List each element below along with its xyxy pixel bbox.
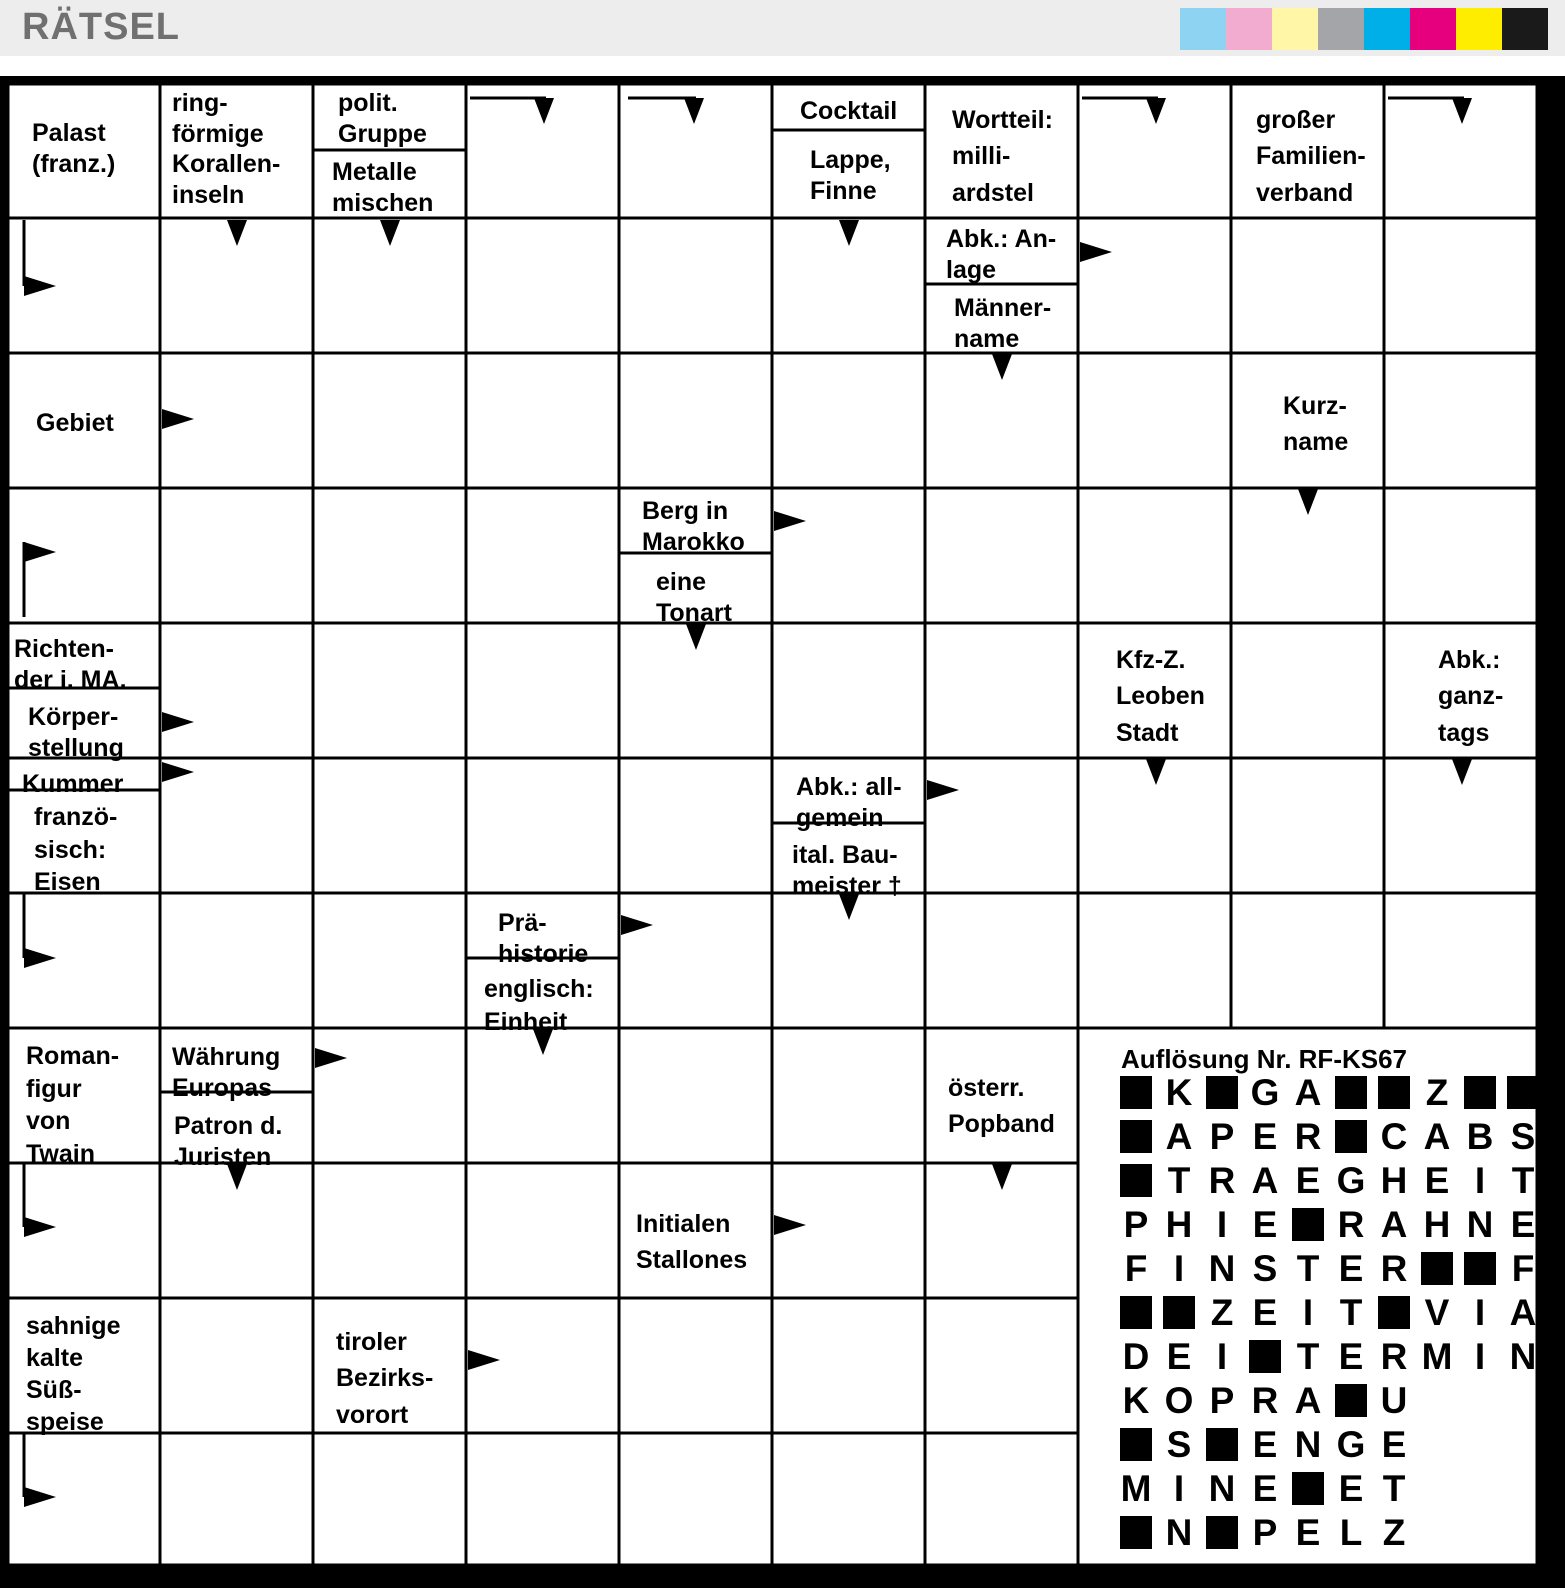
solution-letter: A: [1423, 1116, 1451, 1157]
solution-letter: E: [1338, 1248, 1364, 1289]
solution-black-cell: [1462, 1249, 1498, 1289]
clue-praehistorie: Prä- historie: [498, 909, 589, 968]
clue-atolle: ring- förmige Korallen- inseln: [172, 89, 281, 209]
solution-black-cell: [1118, 1073, 1154, 1113]
solution-letter: E: [1252, 1292, 1278, 1333]
solution-letter: P: [1252, 1512, 1278, 1553]
solution-letter: Z: [1382, 1512, 1406, 1553]
solution-letter: H: [1165, 1204, 1193, 1245]
solution-letter: E: [1166, 1336, 1192, 1377]
clue-baumeister: ital. Bau- meister †: [792, 841, 902, 900]
solution-letter: R: [1294, 1116, 1322, 1157]
clue-abk-anlage: Abk.: An- lage: [946, 225, 1057, 284]
solution-letter: L: [1339, 1512, 1363, 1553]
solution-letter: A: [1251, 1160, 1279, 1201]
solution-black-cell: [1505, 1073, 1541, 1113]
solution-letter: I: [1216, 1336, 1228, 1377]
puzzle-code: RF-KS68: [826, 1563, 881, 1578]
clue-wortteil: Wortteil: milli- ardstel: [952, 106, 1053, 207]
solution-letter: B: [1466, 1116, 1494, 1157]
solution-black-cell: [1419, 1249, 1455, 1289]
color-calibration-bar: [1180, 8, 1548, 50]
solution-black-cell: [1118, 1425, 1154, 1465]
clue-initialen: Initialen Stallones: [636, 1210, 748, 1275]
clue-tonart: eine Tonart: [656, 568, 732, 627]
solution-letter: P: [1123, 1204, 1149, 1245]
clue-kummer: Kummer: [22, 770, 124, 798]
color-swatch: [1272, 8, 1318, 50]
solution-black-cell: [1118, 1161, 1154, 1201]
solution-letter: E: [1381, 1424, 1407, 1465]
solution-letter: N: [1208, 1248, 1236, 1289]
solution-letter: T: [1296, 1336, 1320, 1377]
solution-letter: T: [1339, 1292, 1363, 1333]
solution-panel: [1096, 1040, 1552, 1560]
solution-letter: A: [1509, 1292, 1537, 1333]
solution-letter: K: [1165, 1072, 1193, 1113]
solution-letter: E: [1252, 1468, 1278, 1509]
solution-letter: N: [1165, 1512, 1193, 1553]
solution-black-cell: [1376, 1293, 1412, 1333]
solution-letter: N: [1509, 1336, 1537, 1377]
solution-black-cell: [1118, 1117, 1154, 1157]
solution-title: Auflösung Nr. RF-KS67: [1121, 1044, 1408, 1074]
solution-black-cell: [1333, 1381, 1369, 1421]
solution-letter: O: [1164, 1380, 1194, 1421]
clue-suessspeise: sahnige kalte Süß- speise: [26, 1312, 121, 1436]
solution-letter: R: [1251, 1380, 1279, 1421]
clue-einheit: englisch: Einheit: [484, 975, 594, 1036]
solution-black-cell: [1161, 1293, 1197, 1333]
color-swatch: [1180, 8, 1226, 50]
color-swatch: [1410, 8, 1456, 50]
solution-black-cell: [1333, 1117, 1369, 1157]
clue-waehrung: Währung Europas: [172, 1043, 281, 1102]
solution-letter: R: [1380, 1248, 1408, 1289]
solution-letter: K: [1122, 1380, 1150, 1421]
solution-letter: G: [1336, 1160, 1366, 1201]
clue-kfz-leoben: Kfz-Z. Leoben Stadt: [1116, 646, 1205, 747]
page-title: RÄTSEL: [22, 6, 180, 48]
solution-letter: D: [1122, 1336, 1150, 1377]
solution-letter: A: [1165, 1116, 1193, 1157]
solution-letter: P: [1209, 1380, 1235, 1421]
solution-letter: H: [1423, 1204, 1451, 1245]
solution-letter: S: [1510, 1116, 1536, 1157]
page-header: [0, 0, 1565, 56]
solution-letter: I: [1474, 1292, 1486, 1333]
color-swatch: [1502, 8, 1548, 50]
solution-black-cell: [1118, 1513, 1154, 1553]
solution-letter: G: [1336, 1424, 1366, 1465]
color-swatch: [1226, 8, 1272, 50]
solution-black-cell: [1204, 1513, 1240, 1553]
solution-letter: E: [1252, 1116, 1278, 1157]
solution-black-cell: [1462, 1073, 1498, 1113]
solution-letter: E: [1295, 1160, 1321, 1201]
clue-bezirksvorort: tiroler Bezirks- vorort: [336, 1328, 434, 1429]
solution-letter: R: [1380, 1336, 1408, 1377]
solution-letter: I: [1302, 1292, 1314, 1333]
solution-letter: S: [1252, 1248, 1278, 1289]
solution-letter: E: [1295, 1512, 1321, 1553]
clue-maennername: Männer- name: [954, 294, 1052, 353]
solution-letter: F: [1124, 1248, 1148, 1289]
clue-eisen: franzö- sisch: Eisen: [34, 803, 118, 896]
clue-lappe-finne: Lappe, Finne: [810, 146, 891, 205]
clue-gebiet: Gebiet: [36, 409, 114, 437]
clue-popband: österr. Popband: [948, 1074, 1055, 1139]
solution-letter: M: [1120, 1468, 1152, 1509]
solution-letter: R: [1208, 1160, 1236, 1201]
clue-polit-gruppe: polit. Gruppe: [338, 89, 427, 148]
solution-black-cell: [1290, 1469, 1326, 1509]
clue-koerperstellung: Körper- stellung: [28, 703, 124, 762]
solution-black-cell: [1290, 1205, 1326, 1245]
solution-letter: R: [1337, 1204, 1365, 1245]
solution-letter: T: [1296, 1248, 1320, 1289]
solution-letter: F: [1511, 1248, 1535, 1289]
color-swatch: [1456, 8, 1502, 50]
solution-letter: P: [1209, 1116, 1235, 1157]
solution-letter: A: [1294, 1072, 1322, 1113]
solution-letter: E: [1338, 1336, 1364, 1377]
solution-letter: E: [1252, 1424, 1278, 1465]
solution-letter: E: [1510, 1204, 1536, 1245]
clue-berg-marokko: Berg in Marokko: [642, 497, 745, 556]
solution-black-cell: [1204, 1073, 1240, 1113]
solution-black-cell: [1118, 1293, 1154, 1333]
solution-letter: V: [1424, 1292, 1450, 1333]
solution-letter: Z: [1210, 1292, 1234, 1333]
solution-letter: E: [1424, 1160, 1450, 1201]
clue-familienverband: großer Familien- verband: [1256, 106, 1366, 207]
solution-letter: I: [1216, 1204, 1228, 1245]
solution-black-cell: [1247, 1337, 1283, 1377]
solution-black-cell: [1376, 1073, 1412, 1113]
solution-letter: N: [1294, 1424, 1322, 1465]
clue-allgemein: Abk.: all- gemein: [796, 773, 902, 832]
solution-letter: I: [1173, 1468, 1185, 1509]
solution-letter: N: [1208, 1468, 1236, 1509]
solution-black-cell: [1204, 1425, 1240, 1465]
solution-letter: I: [1173, 1248, 1185, 1289]
clue-ganztags: Abk.: ganz- tags: [1438, 646, 1504, 747]
clue-metalle-mischen: Metalle mischen: [332, 158, 434, 217]
solution-letter: T: [1511, 1160, 1535, 1201]
clue-patron: Patron d. Juristen: [174, 1112, 283, 1171]
solution-letter: H: [1380, 1160, 1408, 1201]
solution-letter: Z: [1425, 1072, 1449, 1113]
solution-letter: T: [1167, 1160, 1191, 1201]
solution-letter: N: [1466, 1204, 1494, 1245]
color-swatch: [1318, 8, 1364, 50]
solution-letter: S: [1166, 1424, 1192, 1465]
clue-romanfigur: Roman- figur von Twain: [26, 1042, 120, 1168]
solution-letter: U: [1380, 1380, 1408, 1421]
clue-richtender: Richten- der i. MA.: [14, 635, 127, 694]
solution-letter: E: [1252, 1204, 1278, 1245]
solution-letter: T: [1382, 1468, 1406, 1509]
solution-letter: A: [1294, 1380, 1322, 1421]
solution-black-cell: [1333, 1073, 1369, 1113]
clue-palast: Palast (franz.): [32, 119, 116, 178]
clue-cocktail: Cocktail: [800, 97, 898, 125]
color-swatch: [1364, 8, 1410, 50]
solution-letter: M: [1421, 1336, 1453, 1377]
solution-letter: A: [1380, 1204, 1408, 1245]
solution-letter: I: [1474, 1160, 1486, 1201]
solution-letter: C: [1380, 1116, 1408, 1157]
clue-kurzname: Kurz- name: [1283, 392, 1349, 457]
solution-letter: E: [1338, 1468, 1364, 1509]
solution-letter: I: [1474, 1336, 1486, 1377]
solution-letter: G: [1250, 1072, 1280, 1113]
